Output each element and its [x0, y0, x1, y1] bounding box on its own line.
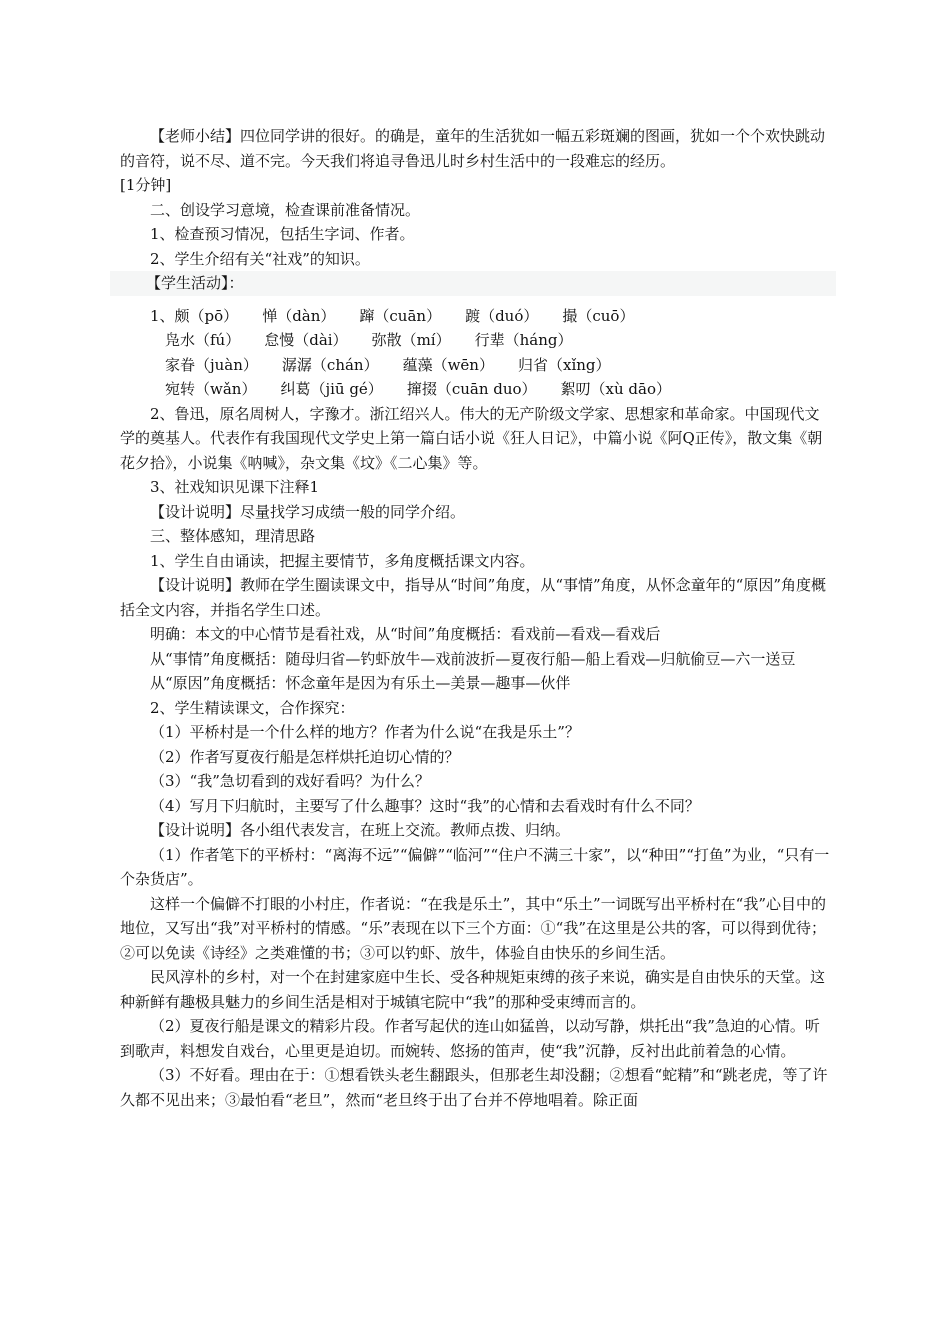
- vocab-row: [120, 304, 830, 329]
- vocab-row: [120, 328, 830, 353]
- clarify-paragraph: 明确：本文的中心情节是看社戏，从“时间”角度概括：看戏前—看戏—看戏后: [150, 625, 661, 643]
- design-note: 【设计说明】各小组代表发言，在班上交流。教师点拨、归纳。: [150, 821, 571, 839]
- vocab-item: 絮叨（xù dāo）: [560, 380, 672, 398]
- vocab-item: 归省（xǐng）: [517, 355, 611, 374]
- vocab-list: [120, 304, 830, 402]
- clarify-paragraph: 从“原因”角度概括：怀念童年是因为有乐土—美景—趣事—伙伴: [150, 674, 571, 692]
- question: （4）写月下归航时，主要写了什么趣事？这时“我”的心情和去看戏时有什么不同？: [150, 796, 700, 815]
- vocab-item: 凫水（fú）: [165, 331, 241, 349]
- vocab-item: 蹿（cuān）: [359, 306, 442, 325]
- section-heading: 二、创设学习意境，检查课前准备情况。: [150, 200, 421, 219]
- section-heading: 三、整体感知，理清思路: [150, 527, 316, 545]
- vocab-item: 纠葛（jiū gé）: [280, 380, 383, 398]
- design-note: 【设计说明】教师在学生圈读课文中，指导从“时间”角度，从“事情”角度，从怀念童年的“原因”角度概括全文内容，并指名学生口述。: [120, 576, 827, 619]
- vocab-row: [120, 377, 830, 402]
- list-item: 1、学生自由诵读，把握主要情节，多角度概括课文内容。: [150, 551, 535, 570]
- student-activity-heading: 【学生活动】：: [110, 271, 836, 296]
- vocab-item: 蕴藻（wēn）: [402, 355, 494, 374]
- question: （2）作者写夏夜行船是怎样烘托迫切心情的？: [150, 747, 460, 766]
- answer-paragraph: （1）作者笔下的平桥村：“离海不远”“偏僻”“临河”“住户不满三十家”，以“种田”“打鱼”为业，“只有一个杂货店”。: [120, 845, 830, 888]
- clarify-paragraph: 从“事情”角度概括：随母归省—钓虾放牛—戏前波折—夏夜行船—船上看戏—归航偷豆—六一送豆: [150, 649, 796, 668]
- list-item: 1、检查预习情况，包括生字词、作者。: [150, 225, 415, 243]
- teacher-summary: 【老师小结】四位同学讲的很好。的确是，童年的生活犹如一幅五彩斑斓的图画，犹如一个个欢快跳动的音符，说不尽、道不完。今天我们将追寻鲁迅儿时乡村生活中的一段难忘的经历。: [120, 127, 826, 170]
- list-item: 2、学生介绍有关“社戏”的知识。: [150, 249, 370, 268]
- answer-paragraph: （2）夏夜行船是课文的精彩片段。作者写起伏的连山如猛兽，以动写静，烘托出“我”急迫的心情。听到歌声，料想发自戏台，心里更是迫切。而婉转、悠扬的笛声，使“我”沉静，反衬出此前着急的心情。: [120, 1017, 820, 1060]
- author-intro: 2、鲁迅，原名周树人，字豫才。浙江绍兴人。伟大的无产阶级文学家、思想家和革命家。中国现代文学的奠基人。代表作有我国现代文学史上第一篇白话小说《狂人日记》，中篇小说《阿Q正传》，散文集《朝花夕拾》，小说集《呐喊》，杂文集《坟》《二心集》等。: [120, 404, 823, 472]
- vocab-item: 惮（dàn）: [262, 306, 336, 325]
- time-note: [1分钟]: [120, 176, 172, 194]
- design-note: 【设计说明】尽量找学习成绩一般的同学介绍。: [150, 502, 466, 521]
- vocab-item: 怠慢（dài）: [264, 331, 348, 349]
- answer-paragraph: 民风淳朴的乡村，对一个在封建家庭中生长、受各种规矩束缚的孩子来说，确实是自由快乐的天堂。这种新鲜有趣极具魅力的乡间生活是相对于城镇宅院中“我”的那种受束缚而言的。: [120, 968, 826, 1011]
- vocab-item: 撺掇（cuān duo）: [406, 380, 537, 398]
- list-item: 2、学生精读课文，合作探究：: [150, 698, 355, 717]
- vocab-item: 1、颇（pō）: [150, 306, 239, 325]
- vocab-item: 家眷（juàn）: [165, 355, 258, 374]
- vocab-item: 弥散（mí）: [371, 331, 451, 349]
- question: （1）平桥村是一个什么样的地方？作者为什么说“在我是乐土”？: [150, 723, 580, 741]
- vocab-item: 行辈（háng）: [474, 331, 573, 349]
- question: （3）“我”急切看到的戏好看吗？为什么？: [150, 772, 430, 790]
- vocab-item: 潺潺（chán）: [281, 355, 379, 374]
- vocab-item: 踱（duó）: [465, 306, 539, 325]
- answer-paragraph: （3）不好看。理由在于：①想看铁头老生翻跟头，但那老生却没翻；②想看“蛇精”和“跳老虎，等了许久都不见出来；③最怕看“老旦”，然而“老旦终于出了台并不停地唱着。除正面: [120, 1066, 828, 1109]
- answer-paragraph: 这样一个偏僻不打眼的小村庄，作者说：“在我是乐土”，其中“乐土”一词既写出平桥村在“我”心目中的地位，又写出“我”对平桥村的情感。“乐”表现在以下三个方面：①“我”在这里是公共的客，可以得到优待；②可以免读《诗经》之类难懂的书；③可以钓虾、放牛，体验自由快乐的乡间生活。: [120, 894, 827, 962]
- document-page: [120, 124, 830, 1112]
- list-item: 3、社戏知识见课下注释1: [150, 478, 320, 496]
- vocab-item: 撮（cuō）: [562, 306, 635, 325]
- vocab-row: [120, 353, 830, 378]
- vocab-item: 宛转（wǎn）: [165, 380, 257, 398]
